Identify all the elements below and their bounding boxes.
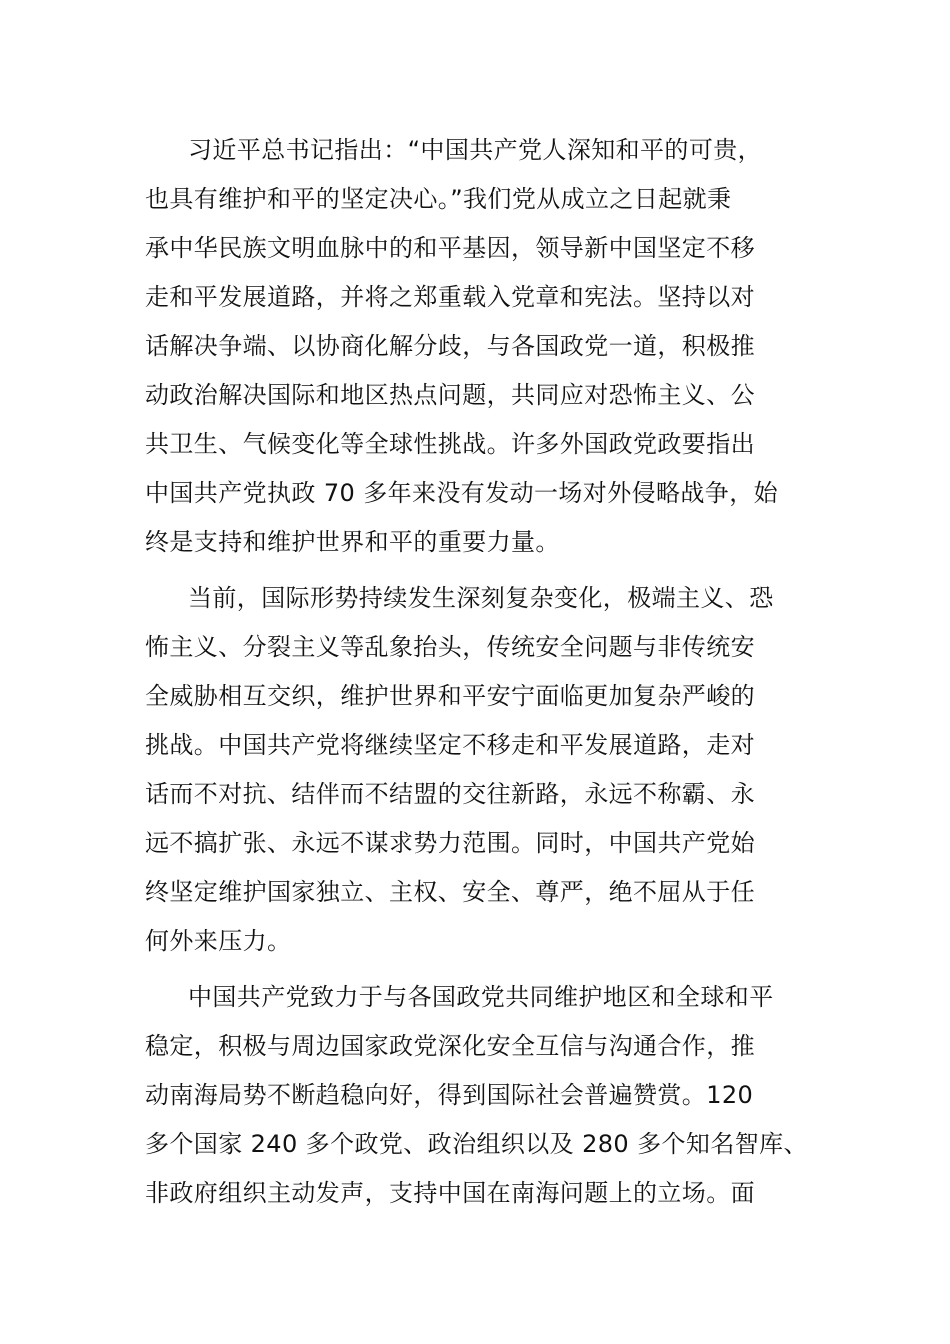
paragraph-2-line-4: 挑战。中国共产党将继续坚定不移走和平发展道路，走对 <box>145 731 755 759</box>
paragraph-2-line-5: 话而不对抗、结伴而不结盟的交往新路，永远不称霸、永 <box>145 780 755 808</box>
paragraph-1-line-2: 也具有维护和平的坚定决心。”我们党从成立之日起就秉 <box>145 185 732 213</box>
paragraph-2-line-1: 当前，国际形势持续发生深刻复杂变化，极端主义、恐 <box>188 584 774 612</box>
paragraph-2-line-3: 全威胁相互交织，维护世界和平安宁面临更加复杂严峻的 <box>145 682 755 710</box>
paragraph-2-line-6: 远不搞扩张、永远不谋求势力范围。同时，中国共产党始 <box>145 829 755 857</box>
paragraph-3-line-2: 稳定，积极与周边国家政党深化安全互信与沟通合作，推 <box>145 1032 755 1060</box>
paragraph-1-line-5: 话解决争端、以协商化解分歧，与各国政党一道，积极推 <box>145 332 755 360</box>
paragraph-3-line-3: 动南海局势不断趋稳向好，得到国际社会普遍赞赏。120 <box>145 1081 754 1109</box>
paragraph-1-line-3: 承中华民族文明血脉中的和平基因，领导新中国坚定不移 <box>145 234 755 262</box>
paragraph-1-line-1: 习近平总书记指出：“中国共产党人深知和平的可贵， <box>188 136 763 164</box>
paragraph-2-line-7: 终坚定维护国家独立、主权、安全、尊严，绝不屈从于任 <box>145 878 755 906</box>
paragraph-1-line-9: 终是支持和维护世界和平的重要力量。 <box>145 528 560 556</box>
paragraph-2-line-2: 怖主义、分裂主义等乱象抬头，传统安全问题与非传统安 <box>145 633 755 661</box>
paragraph-1-line-8: 中国共产党执政 70 多年来没有发动一场对外侵略战争，始 <box>145 479 778 507</box>
paragraph-1-line-7: 共卫生、气候变化等全球性挑战。许多外国政党政要指出 <box>145 430 755 458</box>
paragraph-1-line-4: 走和平发展道路，并将之郑重载入党章和宪法。坚持以对 <box>145 283 755 311</box>
paragraph-3-line-1: 中国共产党致力于与各国政党共同维护地区和全球和平 <box>188 983 774 1011</box>
paragraph-3-line-5: 非政府组织主动发声，支持中国在南海问题上的立场。面 <box>145 1179 755 1207</box>
paragraph-1-line-6: 动政治解决国际和地区热点问题，共同应对恐怖主义、公 <box>145 381 755 409</box>
paragraph-3-line-4: 多个国家 240 多个政党、政治组织以及 280 多个知名智库、 <box>145 1130 808 1158</box>
paragraph-2-line-8: 何外来压力。 <box>145 927 292 955</box>
